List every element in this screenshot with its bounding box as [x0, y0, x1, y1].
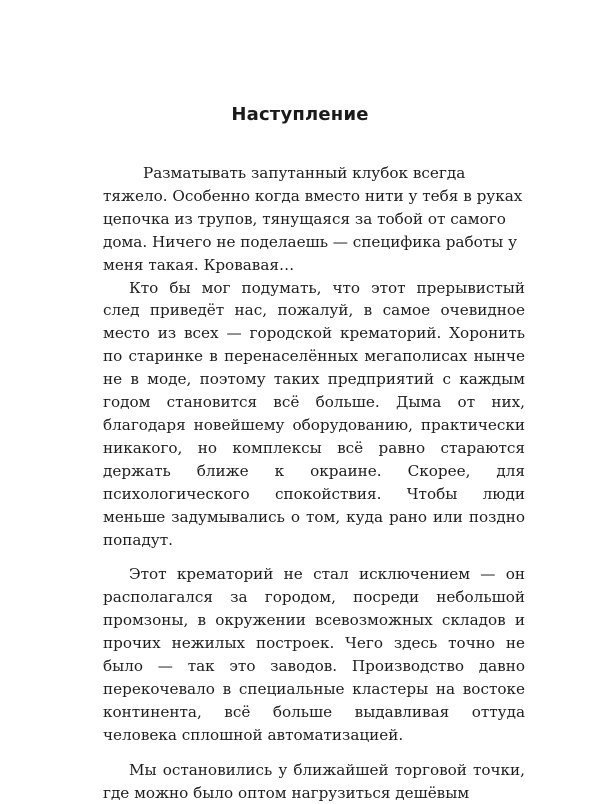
paragraph-4: Мы остановились у ближайшей торговой точки, где можно было оптом нагрузиться дешёвым — [103, 760, 525, 802]
chapter-title: Наступление — [231, 104, 369, 125]
chapter-body — [103, 162, 525, 804]
paragraph-2: Кто бы мог подумать, что этот прерывистый след приведёт нас, пожалуй, в самое очевидное место из всех — городской крематорий. Хоронить по старинке в перенаселённых мегаполисах нынче не в моде, поэтому таких предприятий с каждым годом становится всё больше. Дыма от них, благодаря новейшему оборудованию, практически никакого, но комплексы всё равно стараются держать ближе к окраине. Скорее, для психологического спокойствия. Чтобы люди меньше задумывались о том, куда рано или поздно попадут. — [103, 278, 525, 549]
paragraph-3: Этот крематорий не стал исключением — он располагался за городом, посреди небольшой промзоны, в окружении всевозможных складов и прочих нежилых построек. Чего здесь точно не было — так это заводов. Производство давно перекочевало в специальные кластеры на востоке континента, всё больше выдавливая оттуда человека сплошной автоматизацией. — [103, 565, 525, 744]
paragraph-1: Разматывать запутанный клубок всегда тяжело. Особенно когда вместо нити у тебя в руках цепочка из трупов, тянущаяся за тобой от самого дома. Ничего не поделаешь — специфика работы у меня такая. Кровавая… — [103, 164, 523, 274]
